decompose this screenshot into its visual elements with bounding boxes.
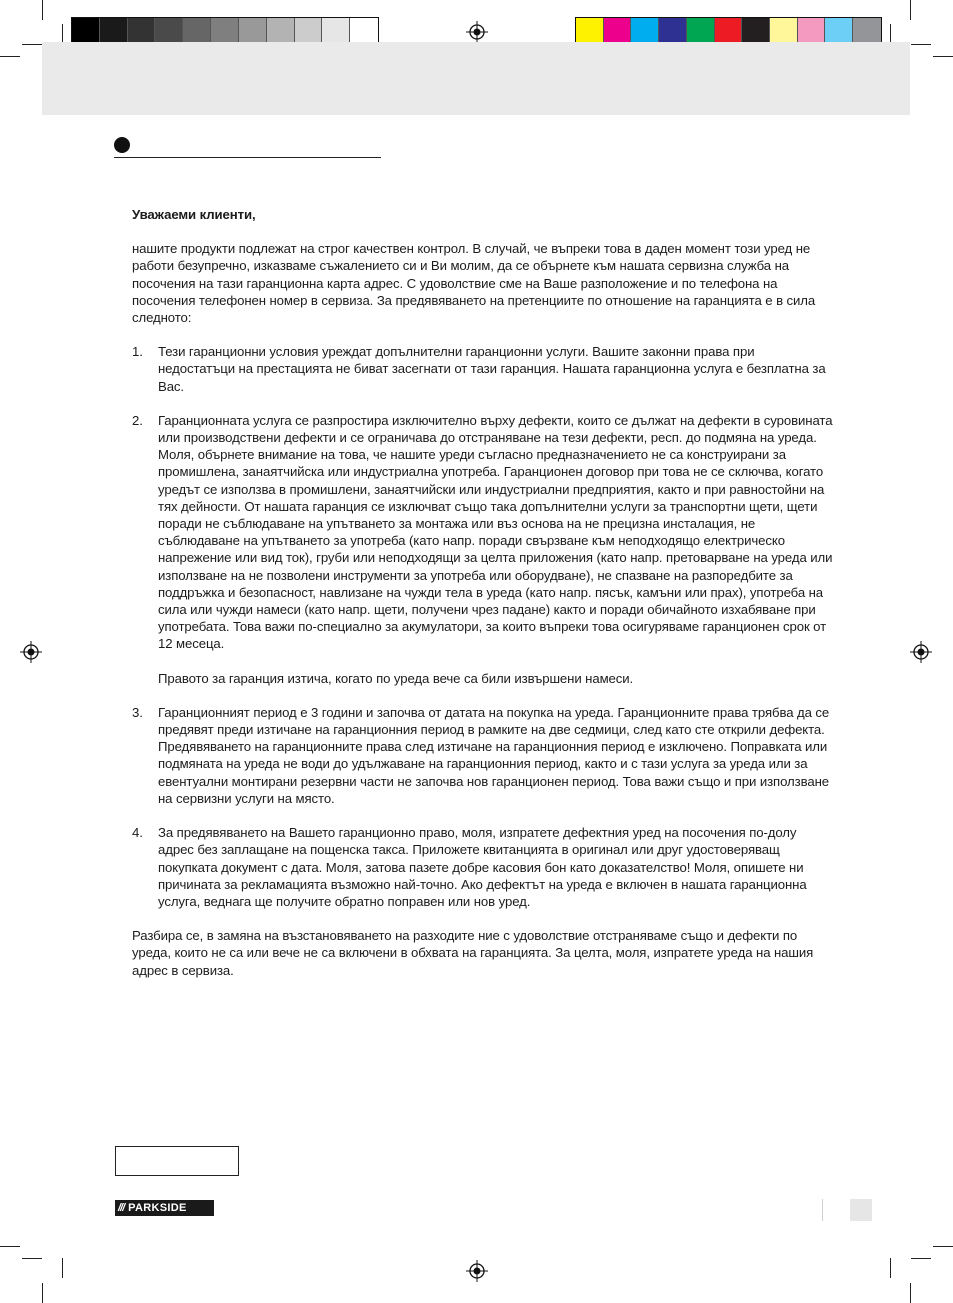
crop-mark [22,44,42,45]
warranty-text [132,206,834,979]
closing-paragraph: Разбира се, в замяна на възстановяването на разходите ние с удоволствие отстраняваме също и дефекти по уреда, които не са или вече не са включени в обхвата на гаранцията. За целта, моля, изпратете уреда на нашия адрес в сервиза. [132,928,814,978]
color-swatch [742,18,770,45]
list-item [132,412,834,687]
section-rule [114,157,381,158]
crop-mark [911,1258,931,1259]
color-swatch [631,18,659,45]
header-band [42,42,910,115]
color-swatch [350,18,378,45]
color-swatch [72,18,100,45]
crop-mark [0,1246,20,1247]
color-swatch [825,18,853,45]
crop-mark [890,1258,891,1278]
registration-mark-icon [466,1260,488,1282]
logo-slashes: /// [118,1202,125,1214]
section-bullet [114,137,130,153]
crop-mark [910,0,911,20]
crop-mark [0,56,20,57]
list-item [132,704,834,807]
color-swatch [604,18,632,45]
color-swatch [659,18,687,45]
item-number: 2. [132,412,143,428]
color-swatch [100,18,128,45]
registration-mark-icon [466,21,488,43]
item-text: Гаранционният период е 3 години и започва от датата на покупка на уреда. Гаранционните права трябва да се предявят преди изтичане на гаранционния период в рамките на две седмици, след като сте открили дефекта. Предявяването на гаранционните права след изтичане на гаранционния период е изключено. Поправката или подмяната на уреда не води до удължаване на гаранционния период, както и с тази услуга за уреда или за евентуални монтирани резервни части не започва нов гаранционен период. Това важи също и при използване на сервизни услуги на място. [158,704,830,806]
color-swatch [687,18,715,45]
crop-mark [22,1258,42,1259]
label-box [115,1146,239,1176]
crop-mark [890,24,891,44]
crop-mark [933,1246,953,1247]
color-swatch [267,18,295,45]
color-swatch [295,18,323,45]
color-swatch [715,18,743,45]
list-item [132,824,834,910]
color-swatch [798,18,826,45]
color-swatch [128,18,156,45]
color-swatch [853,18,881,45]
item-number: 1. [132,344,143,360]
intro-paragraph: нашите продукти подлежат на строг качествен контрол. В случай, че въпреки това в даден момент този уред не работи безупречно, изказваме съжалението си и Ви молим, да се обърнете към нашата сервизна служба на посочения на тази гаранционна карта адрес. С удоволствие сме на Ваше разположение и по телефона на посочения телефонен номер в сервиза. За предявяването на претенциите по отношение на гаранцията е в сила следното: [132,241,816,326]
brand-logo [115,1200,214,1216]
greeting: Уважаеми клиенти, [132,207,256,222]
color-swatch [155,18,183,45]
page-divider [822,1199,823,1221]
logo-text: PARKSIDE [128,1202,187,1214]
item-number: 3. [132,704,143,720]
color-swatch [183,18,211,45]
color-swatch [576,18,604,45]
item-subtext: Правото за гаранция изтича, когато по уреда вече са били извършени намеси. [158,670,634,686]
crop-mark [933,56,953,57]
crop-mark [910,1283,911,1303]
color-swatch [211,18,239,45]
item-text: За предявяването на Вашето гаранционно право, моля, изпратете дефектния уред на посочения по-долу адрес без заплащане на пощенска такса. Приложете квитанцията в оригинал или друг удостоверяващ покупката документ с дата. Моля, затова пазете добре касовия бон като доказателство! Моля, опишете ни причината за рекламацията възможно най-точно. Ако дефектът на уреда е включен в нашата гаранционна услуга, веднага ще получите обратно поправен или нов уред. [158,825,807,909]
item-text: Гаранционната услуга се разпростира изключително върху дефекти, които се дължат на дефекти в суровината или производствени дефекти и се ограничава до отстраняване на тези дефекти, респ. до подмяна на уреда. Моля, обърнете внимание на това, че нашите уреди съгласно предназначението не са конструирани за промишлена, занаятчийска или индустриална употреба. Гаранционен договор при това не се сключва, когато уредът се използва в промишлени, занаятчийски или индустриални предприятия, както и при равностойни на тях дейности. От нашата гаранция се изключват също така допълнителни услуги за транспортни щети, щети поради не съблюдаване на упътването за монтажа или въз основа на не прецизна инсталация, не съблюдаване на упътването за употреба (като напр. поради свързване към неподходящо електрическо напрежение или вид ток), груби или неподходящи за целта приложения (като напр. претоварване на уреда или използване на не позволени инструменти за употреба или оборудване), не спазване на разпоредбите за поддръжка и безопасност, навлизане на чужди тела в уреда (като напр. пясък, камъни или прах), употреба на сила или чужди намеси (като напр. щети, получени чрез падане) както и поради обичайното изхабяване при употребата. Това важи по-специално за акумулатори, за които въпреки това осигуряваме гаранционен срок от 12 месеца. [158,412,833,652]
color-swatch [239,18,267,45]
page-number-box [850,1199,872,1221]
item-text: Тези гаранционни условия уреждат допълнителни гаранционни услуги. Вашите законни права при недостатъци на престацията не биват засегнати от тази гаранция. Нашата гаранционна услуга е безплатна за Вас. [158,344,826,394]
list-item [132,343,834,395]
crop-mark [62,24,63,44]
crop-mark [62,1258,63,1278]
item-number: 4. [132,825,143,841]
registration-mark-icon [20,641,42,663]
registration-mark-icon [910,641,932,663]
color-swatch [322,18,350,45]
crop-mark [42,0,43,20]
color-swatch [770,18,798,45]
crop-mark [42,1283,43,1303]
crop-mark [911,44,931,45]
